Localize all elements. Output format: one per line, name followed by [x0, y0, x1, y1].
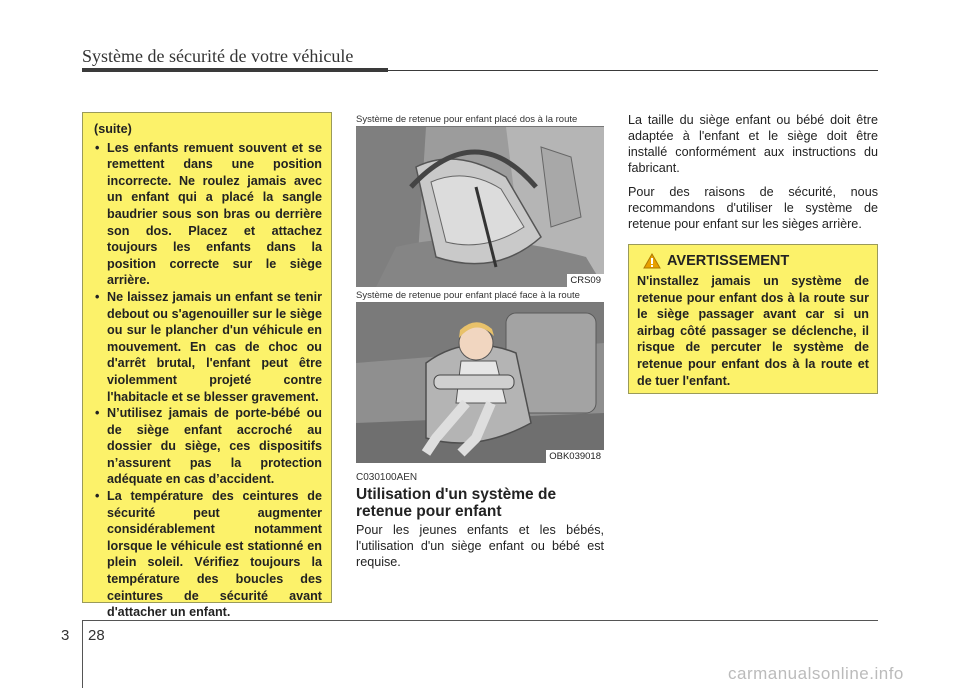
warning-item: • La température des ceintures de sécurité peut augmenter considérablement notamment lorsque le véhicule est stationné en plein soleil. Vérifiez toujours la température des boucles des ceintures de sécurité avant d'attacher un enfant. [92, 488, 322, 621]
paragraph: La taille du siège enfant ou bébé doit être adaptée à l'enfant et le siège doit être installé conformément aux instructions du fabricant. [628, 113, 878, 175]
figure-code: CRS09 [567, 274, 604, 287]
page-number: 28 [88, 627, 105, 644]
warning-item: • N’utilisez jamais de porte-bébé ou de siège enfant accroché au dossier du siège, ces dispositifs n’assurent pas la protection adéquate en cas d’accident. [92, 405, 322, 488]
rear-facing-seat-illustration [356, 127, 604, 287]
figure-caption-rear-facing: Système de retenue pour enfant placé dos à la route [356, 114, 578, 125]
alert-title: AVERTISSEMENT [667, 253, 790, 269]
warning-continued-label: (suite) [94, 122, 132, 136]
section-body: Pour les jeunes enfants et les bébés, l'utilisation d'un siège enfant ou bébé est requise. [356, 523, 604, 569]
warning-box [82, 112, 332, 620]
header-bar [82, 68, 388, 72]
chapter-number: 3 [61, 627, 70, 644]
alert-header [643, 253, 869, 269]
section-code: C030100AEN [356, 472, 418, 483]
figure-forward-facing-seat [356, 302, 604, 463]
right-column [628, 112, 878, 240]
section-title: Utilisation d'un système de retenue pour enfant [356, 486, 557, 520]
alert-text: N'installez jamais un système de retenue pour enfant dos à la route sur le siège passager avant car si un airbag côté passager se déclenche, il risque de percuter le système de retenue pour enfant dos à la route et de tuer l'enfant. [637, 274, 869, 388]
footer-separator [82, 620, 83, 688]
warning-item: • Les enfants remuent souvent et se remettent dans une position incorrecte. Ne roulez jamais avec un enfant qui a placé la sangle baudrier sous son bras ou derrière son dos. Placez et attachez toujours les enfants dans la position correcte sur le siège arrière. [92, 140, 322, 289]
figure-code: OBK039018 [546, 450, 604, 463]
warning-list [92, 140, 322, 621]
warning-triangle-icon [643, 253, 661, 269]
figure-caption-forward-facing: Système de retenue pour enfant placé face à la route [356, 290, 580, 301]
figure-rear-facing-seat [356, 126, 604, 287]
forward-facing-seat-illustration [356, 303, 604, 463]
paragraph: Pour des raisons de sécurité, nous recommandons d'utiliser le système de retenue pour enfant sur les sièges arrière. [628, 185, 878, 231]
watermark: carmanualsonline.info [728, 664, 904, 683]
alert-box [628, 244, 878, 394]
footer-rule [82, 620, 878, 621]
page-header-title: Système de sécurité de votre véhicule [82, 46, 354, 66]
warning-item: • Ne laissez jamais un enfant se tenir debout ou s'agenouiller sur le siège ou sur le plancher d'un véhicule en mouvement. En cas de choc ou d'arrêt brutal, l'enfant peut être violemment projeté contre l'habitacle et se blesser gravement. [92, 289, 322, 405]
header-rule [388, 70, 878, 71]
